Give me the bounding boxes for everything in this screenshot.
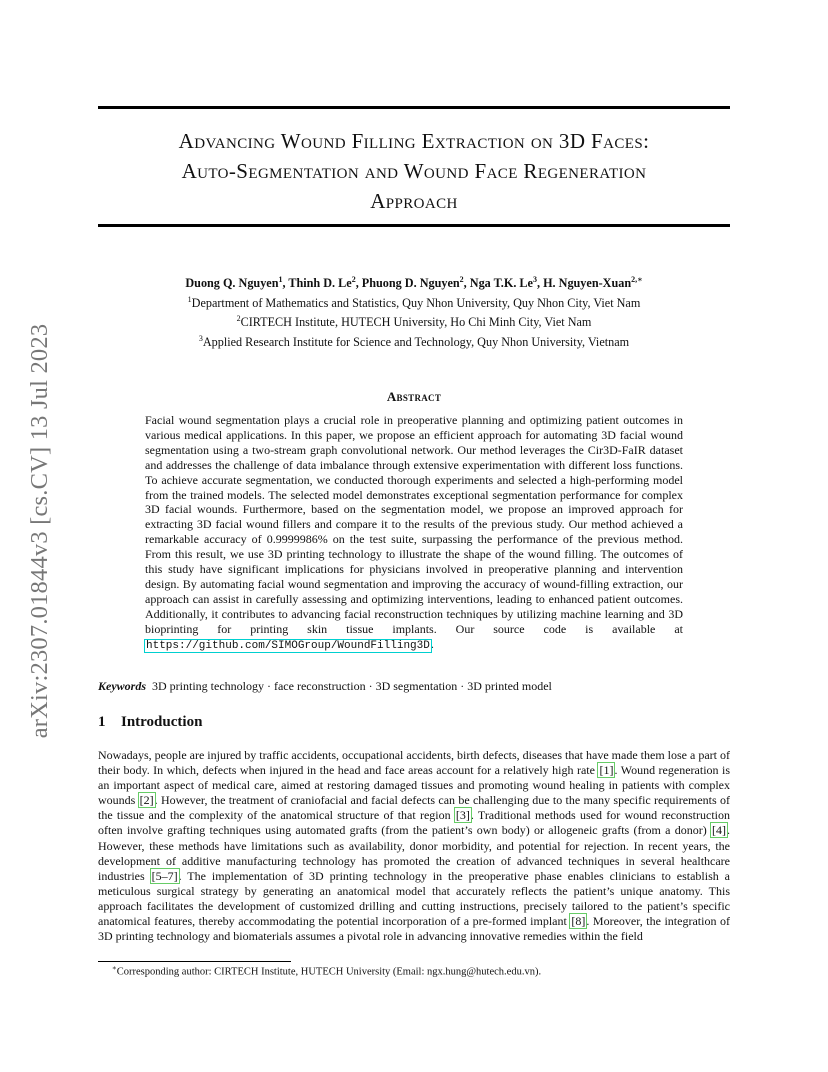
citation-link[interactable]: [5–7] — [151, 868, 178, 883]
affiliation-text: Applied Research Institute for Science and Technology, Quy Nhon University, Vietnam — [202, 334, 630, 349]
introduction-paragraph — [98, 748, 730, 944]
author-name: Nga T.K. Le — [469, 276, 533, 291]
author-names — [98, 272, 730, 292]
intro-text: . Wound regeneration is an important aspect of medical care, aimed at restoring damaged tissues and promoting wound healing in patients with complex wounds — [98, 763, 731, 808]
abstract-end: . — [430, 636, 434, 651]
author-separator: , — [536, 276, 544, 291]
intro-text: Nowadays, people are injured by traffic accidents, occupational accidents, birth defects, diseases that have made them lose a part of their body. In which, defects when injured in the head and face areas account for a relatively high rate — [98, 748, 730, 778]
author-affiliation-mark: 1 — [278, 275, 283, 284]
keywords-label: Keywords — [98, 679, 146, 693]
title-bottom-rule — [98, 224, 730, 227]
author-name: H. Nguyen-Xuan — [543, 276, 632, 291]
footnote — [112, 964, 541, 978]
affiliation-mark: 1 — [187, 294, 192, 304]
author-affiliation-mark: 2 — [351, 275, 356, 284]
footnote-mark: ∗ — [112, 964, 117, 972]
author-block — [98, 272, 730, 350]
affiliation-mark: 3 — [198, 333, 203, 343]
paper-title — [98, 126, 730, 216]
citation-link[interactable]: [3] — [455, 808, 470, 823]
footnote-text: Corresponding author: CIRTECH Institute, HUTECH University (Email: ngx.hung@hutech.edu.vn). — [116, 966, 542, 978]
source-code-link[interactable]: https://github.com/SIMOGroup/WoundFilling3D — [146, 639, 430, 652]
citation-link[interactable]: [8] — [571, 914, 586, 929]
affiliation-mark: 2 — [236, 314, 241, 324]
intro-text: . Traditional methods used for wound reconstruction often involve grafting techniques using automated grafts (from the patient’s own body) or allogeneic grafts (from a donor) — [98, 808, 730, 838]
author-separator: , — [463, 276, 470, 291]
affiliation-3 — [98, 331, 730, 351]
author-name: Phuong D. Nguyen — [361, 276, 460, 291]
author-separator: , — [282, 276, 289, 291]
keywords-line — [98, 679, 730, 694]
abstract-text: Facial wound segmentation plays a crucial role in preoperative planning and optimizing patient outcomes in various medical applications. In this paper, we propose an efficient approach for automating 3D facial wound segmentation using a two-stream graph convolutional network. Our method leverages the Cir3D-FaIR dataset and addresses the challenge of data imbalance through extensive experimentation with different loss functions. To achieve accurate segmentation, we conducted thorough experiments and selected a high-performing model from the trained models. The selected model demonstrates exceptional segmentation performance for complex 3D facial wounds. Furthermore, based on the segmentation model, we propose an improved approach for extracting 3D facial wound fillers and compare it to the results of the previous study. Our method achieved a remarkable accuracy of 0.9999986% on the test suite, surpassing the performance of the previous method. From this result, we use 3D printing technology to illustrate the shape of the wound filling. The outcomes of this study have significant implications for physicians involved in preoperative planning and intervention design. By automating facial wound segmentation and improving the accuracy of wound-filling extraction, our approach can assist in carefully assessing and optimizing interventions, leading to enhanced patient outcomes. Additionally, it contributes to advancing facial reconstruction techniques by utilizing machine learning and 3D bioprinting for printing skin tissue implants. Our source code is available at — [145, 413, 683, 636]
title-line-3: Approach — [370, 189, 458, 213]
affiliation-2 — [98, 311, 730, 331]
author-affiliation-mark: 2,∗ — [631, 275, 643, 284]
title-top-rule — [98, 106, 730, 109]
author-name: Duong Q. Nguyen — [185, 276, 279, 291]
footnote-rule — [98, 961, 291, 962]
section-heading-introduction — [98, 714, 202, 731]
arxiv-sidebar — [24, 296, 56, 766]
citation-link[interactable]: [2] — [139, 793, 154, 808]
intro-text: . Moreover, the integration of 3D printing technology and biomaterials assumes a pivotal role in advancing innovative remedies within the field — [98, 914, 730, 944]
keywords-text: 3D printing technology · face reconstruction · 3D segmentation · 3D printed model — [152, 679, 552, 693]
section-title: Introduction — [121, 714, 203, 730]
citation-link[interactable]: [1] — [599, 763, 614, 778]
section-number: 1 — [98, 714, 106, 730]
author-separator: , — [355, 276, 362, 291]
author-affiliation-mark: 3 — [532, 275, 537, 284]
affiliation-text: Department of Mathematics and Statistics, Quy Nhon University, Quy Nhon City, Viet Nam — [191, 295, 641, 310]
abstract-heading: Abstract — [386, 389, 442, 404]
citation-link[interactable]: [4] — [712, 823, 726, 838]
intro-text: . However, the treatment of craniofacial and facial defects can be challenging due to the many specific requirements of the tissue and the complexity of the anatomical structure of that region — [98, 793, 730, 823]
affiliation-1 — [98, 292, 730, 312]
abstract-body — [145, 413, 683, 654]
intro-text: . However, these methods have limitations such as availability, donor morbidity, and potential for rejection. In recent years, the development of additive manufacturing technology has promoted the creation of advanced techniques in several healthcare industries — [98, 823, 730, 883]
affiliation-text: CIRTECH Institute, HUTECH University, Ho Chi Minh City, Viet Nam — [240, 315, 592, 330]
arxiv-identifier: arXiv:2307.01844v3 [cs.CV] 13 Jul 2023 — [26, 323, 53, 739]
intro-text: . The implementation of 3D printing technology in the preoperative phase enables clinicians to establish a meticulous surgical strategy by generating an anatomical model that accurately reflects the patient’s unique anatomy. This approach facilitates the development of customized drilling and cutting instructions, precisely tailored to the patient’s specific anatomical features, thereby accommodating the potential incorporation of a pre-formed implant — [98, 868, 731, 929]
author-affiliation-mark: 2 — [459, 275, 464, 284]
author-name: Thinh D. Le — [288, 276, 352, 291]
title-line-2: Auto-Segmentation and Wound Face Regeneration — [181, 159, 647, 183]
title-line-1: Advancing Wound Filling Extraction on 3D Faces: — [178, 129, 650, 153]
